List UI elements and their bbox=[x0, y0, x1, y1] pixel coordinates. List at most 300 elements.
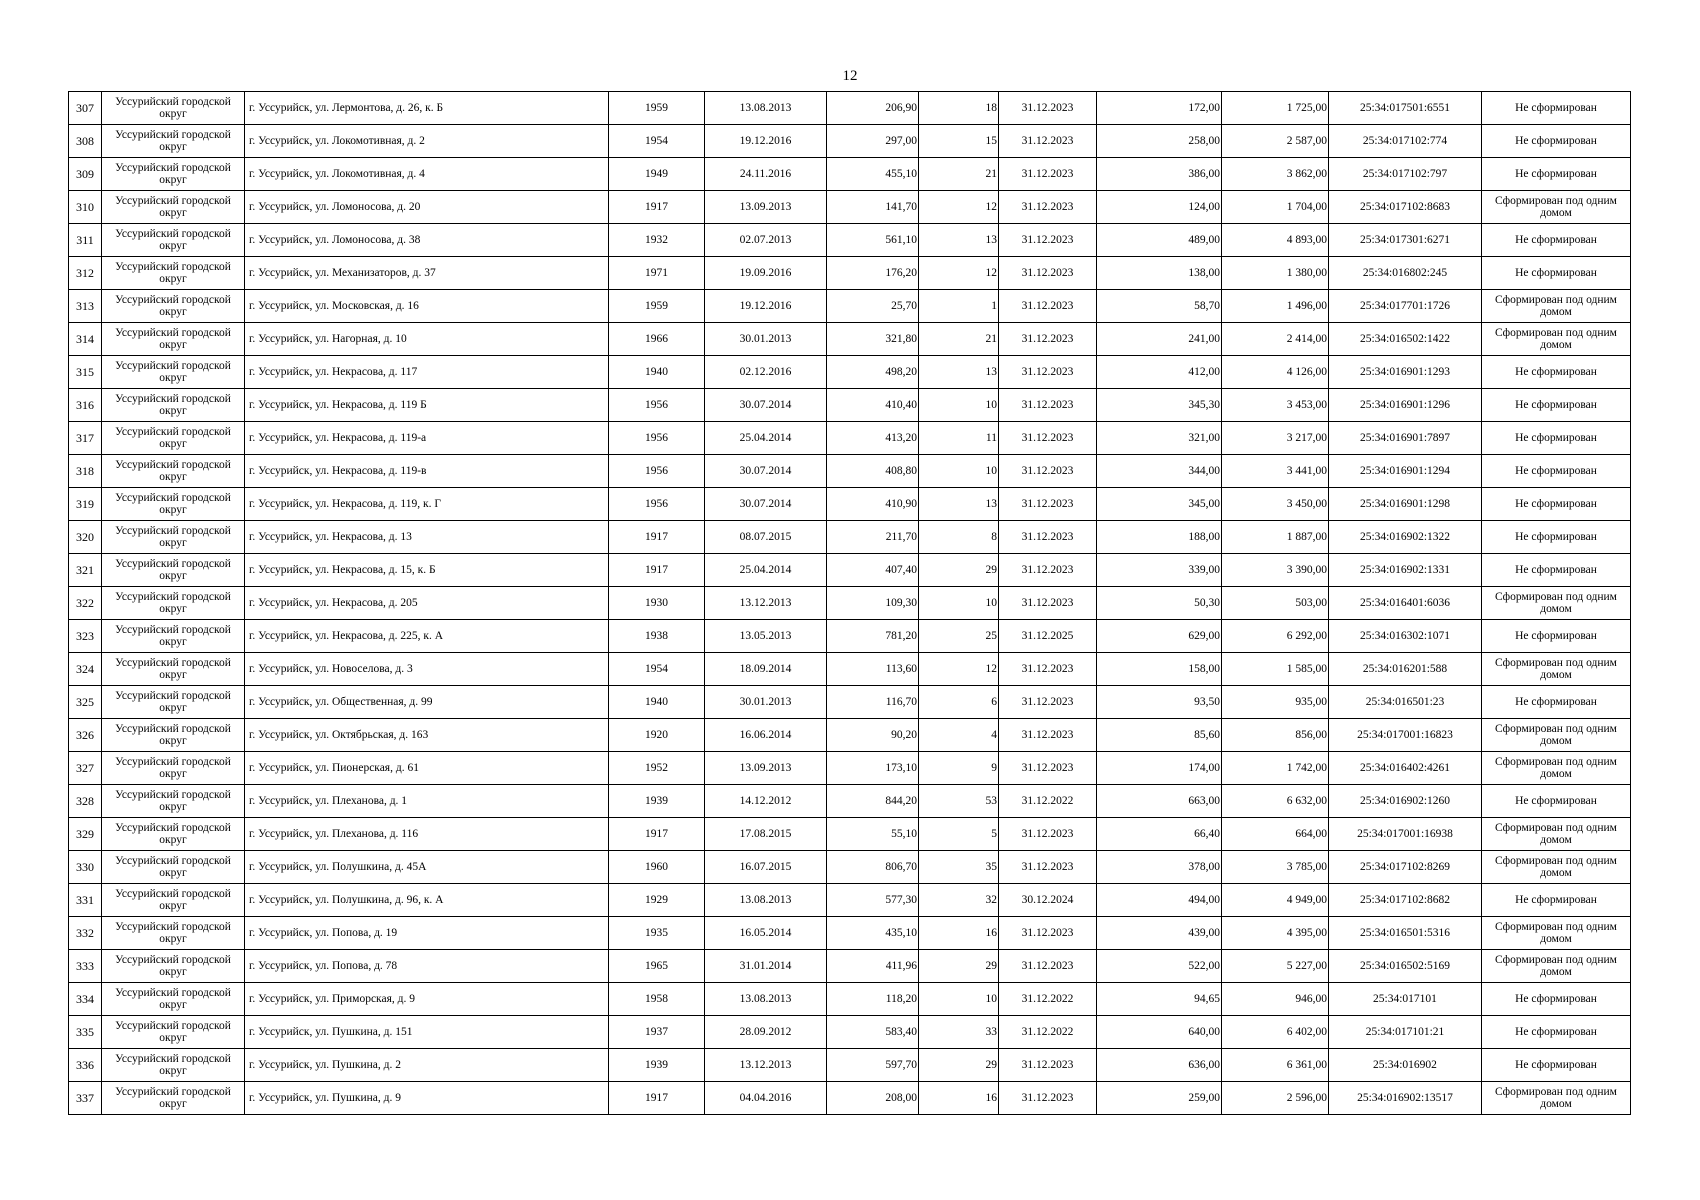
date-cell: 13.12.2013 bbox=[705, 587, 827, 620]
district-cell: Уссурийский городской округ bbox=[102, 620, 245, 653]
value1-cell: 636,00 bbox=[1097, 1049, 1222, 1082]
row-number: 313 bbox=[69, 290, 102, 323]
land-status-cell: Сформирован под одним домом bbox=[1482, 752, 1631, 785]
cadastral-number-cell: 25:34:017501:6551 bbox=[1329, 92, 1482, 125]
value2-cell: 3 390,00 bbox=[1222, 554, 1329, 587]
area-cell: 498,20 bbox=[827, 356, 919, 389]
deadline-cell: 31.12.2023 bbox=[999, 917, 1097, 950]
row-number: 307 bbox=[69, 92, 102, 125]
table-row bbox=[69, 719, 1631, 752]
cadastral-number-cell: 25:34:017001:16823 bbox=[1329, 719, 1482, 752]
table-row bbox=[69, 92, 1631, 125]
value2-cell: 1 585,00 bbox=[1222, 653, 1329, 686]
district-cell: Уссурийский городской округ bbox=[102, 257, 245, 290]
area-cell: 109,30 bbox=[827, 587, 919, 620]
table-row bbox=[69, 983, 1631, 1016]
address-cell: г. Уссурийск, ул. Некрасова, д. 15, к. Б bbox=[245, 554, 609, 587]
table-row bbox=[69, 488, 1631, 521]
date-cell: 16.06.2014 bbox=[705, 719, 827, 752]
area-cell: 141,70 bbox=[827, 191, 919, 224]
land-status-cell: Сформирован под одним домом bbox=[1482, 1082, 1631, 1115]
date-cell: 31.01.2014 bbox=[705, 950, 827, 983]
row-number: 317 bbox=[69, 422, 102, 455]
district-cell: Уссурийский городской округ bbox=[102, 455, 245, 488]
value1-cell: 259,00 bbox=[1097, 1082, 1222, 1115]
value1-cell: 172,00 bbox=[1097, 92, 1222, 125]
date-cell: 08.07.2015 bbox=[705, 521, 827, 554]
area-cell: 577,30 bbox=[827, 884, 919, 917]
land-status-cell: Не сформирован bbox=[1482, 554, 1631, 587]
district-cell: Уссурийский городской округ bbox=[102, 719, 245, 752]
year-cell: 1917 bbox=[609, 554, 705, 587]
year-cell: 1937 bbox=[609, 1016, 705, 1049]
value1-cell: 629,00 bbox=[1097, 620, 1222, 653]
address-cell: г. Уссурийск, ул. Новоселова, д. 3 bbox=[245, 653, 609, 686]
table-row bbox=[69, 1016, 1631, 1049]
date-cell: 16.05.2014 bbox=[705, 917, 827, 950]
district-cell: Уссурийский городской округ bbox=[102, 1082, 245, 1115]
cadastral-number-cell: 25:34:016901:7897 bbox=[1329, 422, 1482, 455]
address-cell: г. Уссурийск, ул. Полушкина, д. 45А bbox=[245, 851, 609, 884]
year-cell: 1938 bbox=[609, 620, 705, 653]
land-status-cell: Не сформирован bbox=[1482, 785, 1631, 818]
table-row bbox=[69, 323, 1631, 356]
value2-cell: 2 596,00 bbox=[1222, 1082, 1329, 1115]
deadline-cell: 31.12.2023 bbox=[999, 389, 1097, 422]
row-number: 331 bbox=[69, 884, 102, 917]
row-number: 337 bbox=[69, 1082, 102, 1115]
date-cell: 13.12.2013 bbox=[705, 1049, 827, 1082]
cadastral-number-cell: 25:34:017701:1726 bbox=[1329, 290, 1482, 323]
land-status-cell: Сформирован под одним домом bbox=[1482, 587, 1631, 620]
area-cell: 583,40 bbox=[827, 1016, 919, 1049]
value1-cell: 522,00 bbox=[1097, 950, 1222, 983]
value1-cell: 439,00 bbox=[1097, 917, 1222, 950]
cadastral-number-cell: 25:34:017101 bbox=[1329, 983, 1482, 1016]
table-row bbox=[69, 389, 1631, 422]
address-cell: г. Уссурийск, ул. Попова, д. 19 bbox=[245, 917, 609, 950]
value2-cell: 3 450,00 bbox=[1222, 488, 1329, 521]
row-number: 320 bbox=[69, 521, 102, 554]
district-cell: Уссурийский городской округ bbox=[102, 521, 245, 554]
row-number: 333 bbox=[69, 950, 102, 983]
deadline-cell: 31.12.2023 bbox=[999, 290, 1097, 323]
deadline-cell: 31.12.2023 bbox=[999, 653, 1097, 686]
value1-cell: 663,00 bbox=[1097, 785, 1222, 818]
year-cell: 1932 bbox=[609, 224, 705, 257]
deadline-cell: 30.12.2024 bbox=[999, 884, 1097, 917]
row-number: 329 bbox=[69, 818, 102, 851]
value2-cell: 856,00 bbox=[1222, 719, 1329, 752]
land-status-cell: Не сформирован bbox=[1482, 125, 1631, 158]
land-status-cell: Не сформирован bbox=[1482, 257, 1631, 290]
area-cell: 90,20 bbox=[827, 719, 919, 752]
count-cell: 13 bbox=[919, 488, 999, 521]
count-cell: 33 bbox=[919, 1016, 999, 1049]
count-cell: 12 bbox=[919, 653, 999, 686]
address-cell: г. Уссурийск, ул. Некрасова, д. 205 bbox=[245, 587, 609, 620]
year-cell: 1939 bbox=[609, 1049, 705, 1082]
cadastral-number-cell: 25:34:016901:1298 bbox=[1329, 488, 1482, 521]
district-cell: Уссурийский городской округ bbox=[102, 752, 245, 785]
date-cell: 17.08.2015 bbox=[705, 818, 827, 851]
table-row bbox=[69, 455, 1631, 488]
year-cell: 1920 bbox=[609, 719, 705, 752]
date-cell: 02.07.2013 bbox=[705, 224, 827, 257]
deadline-cell: 31.12.2023 bbox=[999, 851, 1097, 884]
address-cell: г. Уссурийск, ул. Нагорная, д. 10 bbox=[245, 323, 609, 356]
row-number: 335 bbox=[69, 1016, 102, 1049]
table-row bbox=[69, 1049, 1631, 1082]
address-cell: г. Уссурийск, ул. Общественная, д. 99 bbox=[245, 686, 609, 719]
value1-cell: 345,30 bbox=[1097, 389, 1222, 422]
value2-cell: 6 402,00 bbox=[1222, 1016, 1329, 1049]
area-cell: 411,96 bbox=[827, 950, 919, 983]
area-cell: 55,10 bbox=[827, 818, 919, 851]
year-cell: 1956 bbox=[609, 389, 705, 422]
housing-register-table bbox=[68, 91, 1631, 1115]
table-row bbox=[69, 521, 1631, 554]
table-row bbox=[69, 884, 1631, 917]
cadastral-number-cell: 25:34:016902:13517 bbox=[1329, 1082, 1482, 1115]
area-cell: 113,60 bbox=[827, 653, 919, 686]
land-status-cell: Не сформирован bbox=[1482, 422, 1631, 455]
cadastral-number-cell: 25:34:016901:1294 bbox=[1329, 455, 1482, 488]
deadline-cell: 31.12.2023 bbox=[999, 686, 1097, 719]
count-cell: 8 bbox=[919, 521, 999, 554]
area-cell: 297,00 bbox=[827, 125, 919, 158]
year-cell: 1940 bbox=[609, 356, 705, 389]
value2-cell: 6 292,00 bbox=[1222, 620, 1329, 653]
land-status-cell: Не сформирован bbox=[1482, 686, 1631, 719]
table-row bbox=[69, 620, 1631, 653]
date-cell: 30.07.2014 bbox=[705, 389, 827, 422]
value1-cell: 339,00 bbox=[1097, 554, 1222, 587]
year-cell: 1939 bbox=[609, 785, 705, 818]
cadastral-number-cell: 25:34:016901:1293 bbox=[1329, 356, 1482, 389]
deadline-cell: 31.12.2022 bbox=[999, 1016, 1097, 1049]
year-cell: 1917 bbox=[609, 521, 705, 554]
address-cell: г. Уссурийск, ул. Приморская, д. 9 bbox=[245, 983, 609, 1016]
row-number: 324 bbox=[69, 653, 102, 686]
date-cell: 30.01.2013 bbox=[705, 686, 827, 719]
area-cell: 176,20 bbox=[827, 257, 919, 290]
table-row bbox=[69, 422, 1631, 455]
cadastral-number-cell: 25:34:016402:4261 bbox=[1329, 752, 1482, 785]
year-cell: 1956 bbox=[609, 455, 705, 488]
count-cell: 29 bbox=[919, 1049, 999, 1082]
land-status-cell: Сформирован под одним домом bbox=[1482, 950, 1631, 983]
row-number: 332 bbox=[69, 917, 102, 950]
value2-cell: 1 496,00 bbox=[1222, 290, 1329, 323]
value2-cell: 664,00 bbox=[1222, 818, 1329, 851]
district-cell: Уссурийский городской округ bbox=[102, 917, 245, 950]
count-cell: 10 bbox=[919, 587, 999, 620]
row-number: 315 bbox=[69, 356, 102, 389]
table-row bbox=[69, 257, 1631, 290]
date-cell: 13.09.2013 bbox=[705, 191, 827, 224]
value2-cell: 1 380,00 bbox=[1222, 257, 1329, 290]
address-cell: г. Уссурийск, ул. Попова, д. 78 bbox=[245, 950, 609, 983]
district-cell: Уссурийский городской округ bbox=[102, 125, 245, 158]
cadastral-number-cell: 25:34:016902:1260 bbox=[1329, 785, 1482, 818]
table-row bbox=[69, 785, 1631, 818]
row-number: 309 bbox=[69, 158, 102, 191]
area-cell: 410,40 bbox=[827, 389, 919, 422]
area-cell: 410,90 bbox=[827, 488, 919, 521]
row-number: 334 bbox=[69, 983, 102, 1016]
land-status-cell: Не сформирован bbox=[1482, 983, 1631, 1016]
year-cell: 1965 bbox=[609, 950, 705, 983]
land-status-cell: Сформирован под одним домом bbox=[1482, 818, 1631, 851]
district-cell: Уссурийский городской округ bbox=[102, 554, 245, 587]
address-cell: г. Уссурийск, ул. Ломоносова, д. 20 bbox=[245, 191, 609, 224]
value1-cell: 50,30 bbox=[1097, 587, 1222, 620]
land-status-cell: Не сформирован bbox=[1482, 224, 1631, 257]
table-row bbox=[69, 158, 1631, 191]
deadline-cell: 31.12.2023 bbox=[999, 257, 1097, 290]
value2-cell: 3 441,00 bbox=[1222, 455, 1329, 488]
table-row bbox=[69, 917, 1631, 950]
land-status-cell: Не сформирован bbox=[1482, 389, 1631, 422]
address-cell: г. Уссурийск, ул. Пушкина, д. 9 bbox=[245, 1082, 609, 1115]
land-status-cell: Не сформирован bbox=[1482, 455, 1631, 488]
cadastral-number-cell: 25:34:016502:5169 bbox=[1329, 950, 1482, 983]
deadline-cell: 31.12.2023 bbox=[999, 224, 1097, 257]
row-number: 327 bbox=[69, 752, 102, 785]
date-cell: 19.12.2016 bbox=[705, 125, 827, 158]
row-number: 312 bbox=[69, 257, 102, 290]
district-cell: Уссурийский городской округ bbox=[102, 323, 245, 356]
area-cell: 118,20 bbox=[827, 983, 919, 1016]
district-cell: Уссурийский городской округ bbox=[102, 851, 245, 884]
deadline-cell: 31.12.2023 bbox=[999, 587, 1097, 620]
value1-cell: 188,00 bbox=[1097, 521, 1222, 554]
address-cell: г. Уссурийск, ул. Лермонтова, д. 26, к. Б bbox=[245, 92, 609, 125]
district-cell: Уссурийский городской округ bbox=[102, 818, 245, 851]
deadline-cell: 31.12.2023 bbox=[999, 158, 1097, 191]
district-cell: Уссурийский городской округ bbox=[102, 653, 245, 686]
table-row bbox=[69, 653, 1631, 686]
value1-cell: 241,00 bbox=[1097, 323, 1222, 356]
year-cell: 1958 bbox=[609, 983, 705, 1016]
count-cell: 5 bbox=[919, 818, 999, 851]
address-cell: г. Уссурийск, ул. Некрасова, д. 119 Б bbox=[245, 389, 609, 422]
district-cell: Уссурийский городской округ bbox=[102, 587, 245, 620]
value2-cell: 3 217,00 bbox=[1222, 422, 1329, 455]
deadline-cell: 31.12.2023 bbox=[999, 92, 1097, 125]
row-number: 326 bbox=[69, 719, 102, 752]
count-cell: 10 bbox=[919, 983, 999, 1016]
value1-cell: 158,00 bbox=[1097, 653, 1222, 686]
address-cell: г. Уссурийск, ул. Октябрьская, д. 163 bbox=[245, 719, 609, 752]
cadastral-number-cell: 25:34:016802:245 bbox=[1329, 257, 1482, 290]
cadastral-number-cell: 25:34:017102:774 bbox=[1329, 125, 1482, 158]
address-cell: г. Уссурийск, ул. Плеханова, д. 1 bbox=[245, 785, 609, 818]
table-row bbox=[69, 752, 1631, 785]
count-cell: 12 bbox=[919, 257, 999, 290]
value1-cell: 494,00 bbox=[1097, 884, 1222, 917]
date-cell: 02.12.2016 bbox=[705, 356, 827, 389]
value2-cell: 503,00 bbox=[1222, 587, 1329, 620]
deadline-cell: 31.12.2025 bbox=[999, 620, 1097, 653]
value1-cell: 321,00 bbox=[1097, 422, 1222, 455]
date-cell: 30.01.2013 bbox=[705, 323, 827, 356]
row-number: 336 bbox=[69, 1049, 102, 1082]
cadastral-number-cell: 25:34:017102:8682 bbox=[1329, 884, 1482, 917]
row-number: 314 bbox=[69, 323, 102, 356]
value2-cell: 5 227,00 bbox=[1222, 950, 1329, 983]
district-cell: Уссурийский городской округ bbox=[102, 356, 245, 389]
district-cell: Уссурийский городской округ bbox=[102, 785, 245, 818]
cadastral-number-cell: 25:34:016302:1071 bbox=[1329, 620, 1482, 653]
row-number: 325 bbox=[69, 686, 102, 719]
year-cell: 1949 bbox=[609, 158, 705, 191]
table-row bbox=[69, 125, 1631, 158]
year-cell: 1917 bbox=[609, 818, 705, 851]
year-cell: 1940 bbox=[609, 686, 705, 719]
district-cell: Уссурийский городской округ bbox=[102, 950, 245, 983]
district-cell: Уссурийский городской округ bbox=[102, 92, 245, 125]
table-row bbox=[69, 224, 1631, 257]
area-cell: 321,80 bbox=[827, 323, 919, 356]
count-cell: 10 bbox=[919, 455, 999, 488]
table-row bbox=[69, 290, 1631, 323]
row-number: 308 bbox=[69, 125, 102, 158]
area-cell: 211,70 bbox=[827, 521, 919, 554]
year-cell: 1952 bbox=[609, 752, 705, 785]
count-cell: 12 bbox=[919, 191, 999, 224]
district-cell: Уссурийский городской округ bbox=[102, 224, 245, 257]
land-status-cell: Не сформирован bbox=[1482, 356, 1631, 389]
deadline-cell: 31.12.2023 bbox=[999, 191, 1097, 224]
cadastral-number-cell: 25:34:016501:23 bbox=[1329, 686, 1482, 719]
land-status-cell: Не сформирован bbox=[1482, 1016, 1631, 1049]
value1-cell: 378,00 bbox=[1097, 851, 1222, 884]
address-cell: г. Уссурийск, ул. Некрасова, д. 119-а bbox=[245, 422, 609, 455]
district-cell: Уссурийский городской округ bbox=[102, 1016, 245, 1049]
table-row bbox=[69, 1082, 1631, 1115]
value2-cell: 4 893,00 bbox=[1222, 224, 1329, 257]
year-cell: 1935 bbox=[609, 917, 705, 950]
deadline-cell: 31.12.2022 bbox=[999, 785, 1097, 818]
value1-cell: 58,70 bbox=[1097, 290, 1222, 323]
deadline-cell: 31.12.2023 bbox=[999, 323, 1097, 356]
land-status-cell: Сформирован под одним домом bbox=[1482, 323, 1631, 356]
address-cell: г. Уссурийск, ул. Пушкина, д. 2 bbox=[245, 1049, 609, 1082]
count-cell: 25 bbox=[919, 620, 999, 653]
cadastral-number-cell: 25:34:016902:1322 bbox=[1329, 521, 1482, 554]
value1-cell: 94,65 bbox=[1097, 983, 1222, 1016]
value2-cell: 2 414,00 bbox=[1222, 323, 1329, 356]
cadastral-number-cell: 25:34:016902 bbox=[1329, 1049, 1482, 1082]
deadline-cell: 31.12.2023 bbox=[999, 1082, 1097, 1115]
value2-cell: 946,00 bbox=[1222, 983, 1329, 1016]
date-cell: 18.09.2014 bbox=[705, 653, 827, 686]
cadastral-number-cell: 25:34:017001:16938 bbox=[1329, 818, 1482, 851]
year-cell: 1929 bbox=[609, 884, 705, 917]
cadastral-number-cell: 25:34:017102:8269 bbox=[1329, 851, 1482, 884]
address-cell: г. Уссурийск, ул. Плеханова, д. 116 bbox=[245, 818, 609, 851]
land-status-cell: Не сформирован bbox=[1482, 488, 1631, 521]
count-cell: 32 bbox=[919, 884, 999, 917]
year-cell: 1956 bbox=[609, 488, 705, 521]
count-cell: 13 bbox=[919, 224, 999, 257]
row-number: 310 bbox=[69, 191, 102, 224]
value1-cell: 124,00 bbox=[1097, 191, 1222, 224]
year-cell: 1917 bbox=[609, 1082, 705, 1115]
count-cell: 21 bbox=[919, 323, 999, 356]
deadline-cell: 31.12.2023 bbox=[999, 422, 1097, 455]
address-cell: г. Уссурийск, ул. Некрасова, д. 119-в bbox=[245, 455, 609, 488]
year-cell: 1960 bbox=[609, 851, 705, 884]
district-cell: Уссурийский городской округ bbox=[102, 1049, 245, 1082]
district-cell: Уссурийский городской округ bbox=[102, 290, 245, 323]
land-status-cell: Не сформирован bbox=[1482, 620, 1631, 653]
land-status-cell: Сформирован под одним домом bbox=[1482, 653, 1631, 686]
count-cell: 15 bbox=[919, 125, 999, 158]
value1-cell: 412,00 bbox=[1097, 356, 1222, 389]
row-number: 328 bbox=[69, 785, 102, 818]
row-number: 321 bbox=[69, 554, 102, 587]
value2-cell: 1 725,00 bbox=[1222, 92, 1329, 125]
area-cell: 407,40 bbox=[827, 554, 919, 587]
value1-cell: 66,40 bbox=[1097, 818, 1222, 851]
area-cell: 173,10 bbox=[827, 752, 919, 785]
count-cell: 53 bbox=[919, 785, 999, 818]
deadline-cell: 31.12.2023 bbox=[999, 455, 1097, 488]
row-number: 311 bbox=[69, 224, 102, 257]
value1-cell: 85,60 bbox=[1097, 719, 1222, 752]
district-cell: Уссурийский городской округ bbox=[102, 686, 245, 719]
address-cell: г. Уссурийск, ул. Локомотивная, д. 4 bbox=[245, 158, 609, 191]
area-cell: 25,70 bbox=[827, 290, 919, 323]
land-status-cell: Сформирован под одним домом bbox=[1482, 851, 1631, 884]
deadline-cell: 31.12.2023 bbox=[999, 554, 1097, 587]
value1-cell: 138,00 bbox=[1097, 257, 1222, 290]
cadastral-number-cell: 25:34:017301:6271 bbox=[1329, 224, 1482, 257]
deadline-cell: 31.12.2023 bbox=[999, 818, 1097, 851]
district-cell: Уссурийский городской округ bbox=[102, 488, 245, 521]
area-cell: 844,20 bbox=[827, 785, 919, 818]
count-cell: 21 bbox=[919, 158, 999, 191]
row-number: 319 bbox=[69, 488, 102, 521]
district-cell: Уссурийский городской округ bbox=[102, 389, 245, 422]
area-cell: 597,70 bbox=[827, 1049, 919, 1082]
address-cell: г. Уссурийск, ул. Некрасова, д. 13 bbox=[245, 521, 609, 554]
deadline-cell: 31.12.2023 bbox=[999, 521, 1097, 554]
year-cell: 1966 bbox=[609, 323, 705, 356]
value2-cell: 935,00 bbox=[1222, 686, 1329, 719]
year-cell: 1917 bbox=[609, 191, 705, 224]
land-status-cell: Не сформирован bbox=[1482, 158, 1631, 191]
district-cell: Уссурийский городской округ bbox=[102, 422, 245, 455]
cadastral-number-cell: 25:34:016201:588 bbox=[1329, 653, 1482, 686]
area-cell: 208,00 bbox=[827, 1082, 919, 1115]
district-cell: Уссурийский городской округ bbox=[102, 158, 245, 191]
count-cell: 29 bbox=[919, 554, 999, 587]
land-status-cell: Сформирован под одним домом bbox=[1482, 917, 1631, 950]
deadline-cell: 31.12.2023 bbox=[999, 125, 1097, 158]
table-body bbox=[69, 92, 1631, 1115]
page-number: 12 bbox=[842, 68, 858, 84]
table-row bbox=[69, 356, 1631, 389]
value2-cell: 1 704,00 bbox=[1222, 191, 1329, 224]
value1-cell: 174,00 bbox=[1097, 752, 1222, 785]
deadline-cell: 31.12.2023 bbox=[999, 752, 1097, 785]
count-cell: 9 bbox=[919, 752, 999, 785]
value2-cell: 4 949,00 bbox=[1222, 884, 1329, 917]
